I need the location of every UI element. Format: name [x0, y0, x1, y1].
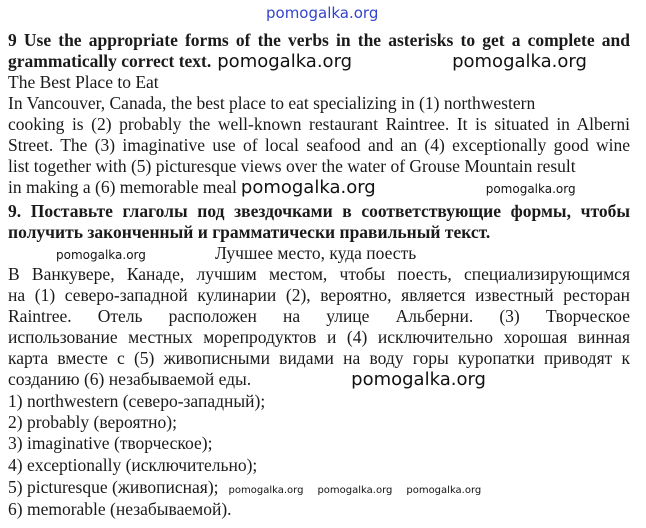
task-en-line-2: grammatically correct text. [8, 51, 212, 71]
text-ru-line: В Ванкувере, Канаде, лучшим местом, чтобы поесть, специализирующимся [8, 264, 630, 284]
text-title-en: The Best Place to Eat [8, 72, 159, 92]
watermark: pomogalka.org [406, 485, 482, 496]
text-en-line: Street. The (3) imaginative use of local seafood and an (4) exceptionally good wine [8, 135, 630, 155]
answer-item: 5) picturesque (живописная); [8, 477, 219, 497]
answer-item: 2) probably (вероятно); [8, 412, 177, 432]
watermark: pomogalka.org [351, 369, 486, 390]
watermark: pomogalka.org [240, 177, 376, 198]
text-en-row-5 [8, 177, 630, 200]
text-en-line: list together with (5) picturesque views over the water of Grouse Mountain result [8, 156, 576, 176]
text-title-ru-row [8, 243, 630, 266]
text-en-line: in making a (6) memorable meal [8, 177, 237, 197]
answer-item: 6) memorable (незабываемой). [8, 499, 232, 519]
watermark: pomogalka.org [452, 51, 587, 72]
text-ru-line: на (1) северо-западной кулинарии (2), вероятно, является известный ресторан [8, 285, 630, 305]
watermark: pomogalka.org [317, 485, 393, 496]
answer-item: 1) northwestern (северо-западный); [8, 391, 266, 411]
watermark: pomogalka.org [228, 485, 304, 496]
watermark: pomogalka.org [56, 248, 146, 262]
text-en-line: In Vancouver, Canada, the best place to eat specializing in (1) northwestern [8, 93, 536, 113]
task-en-row-2 [8, 51, 630, 72]
watermark: pomogalka.org [217, 51, 353, 72]
task-ru-line-2: получить законченный и грамматически правильный текст. [8, 222, 491, 242]
task-en-line-1: 9 Use the appropriate forms of the verbs in the asterisks to get a complete and [8, 30, 630, 50]
answer-row-5 [8, 477, 630, 501]
text-ru-line: карта вместе с (5) живописными видами на воду горы куропатки приводят к [8, 348, 630, 368]
task-ru-line-1: 9. Поставьте глаголы под звездочками в соответствующие формы, чтобы [8, 201, 630, 221]
text-ru-line: использование местных морепродуктов и (4) исключительно хорошая винная [8, 327, 630, 347]
text-ru-line: созданию (6) незабываемой еды. [8, 369, 252, 389]
text-ru-row-6 [8, 369, 630, 390]
text-title-ru: Лучшее место, куда поесть [215, 243, 417, 263]
answer-item: 3) imaginative (творческое); [8, 433, 213, 453]
watermark-top: pomogalka.org [266, 4, 379, 22]
text-ru-line: Raintree. Отель расположен на улице Альберни. (3) Творческое [8, 306, 630, 326]
watermark: pomogalka.org [485, 182, 576, 196]
text-en-line: cooking is (2) probably the well-known restaurant Raintree. It is situated in Alberni [8, 114, 630, 134]
answer-item: 4) exceptionally (исключительно); [8, 455, 258, 475]
